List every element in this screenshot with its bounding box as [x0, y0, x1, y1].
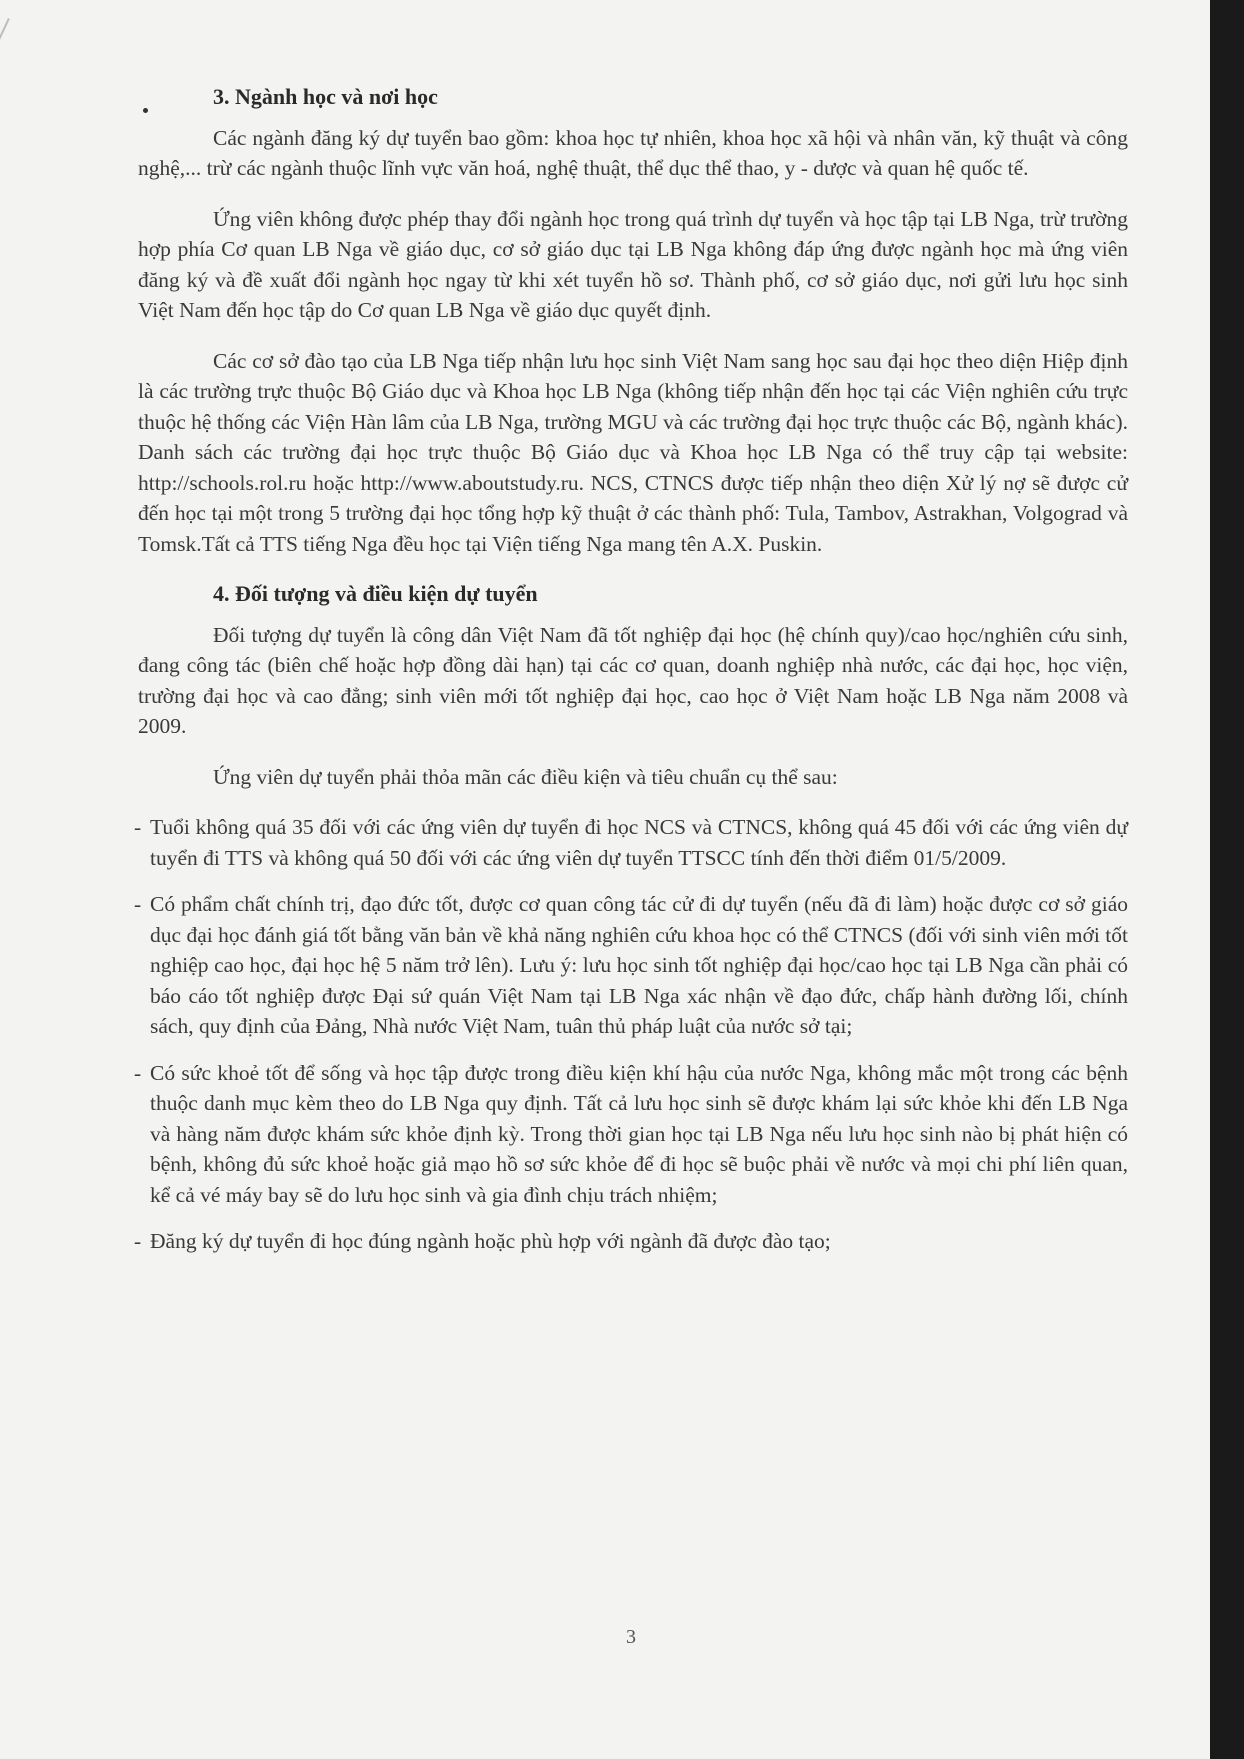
list-dash: -	[134, 1060, 142, 1085]
section-4-paragraph-1: Đối tượng dự tuyển là công dân Việt Nam đã tốt nghiệp đại học (hệ chính quy)/cao học/nghiên cứu sinh, đang công tác (biên chế hoặc hợp đồng dài hạn) tại các cơ quan, doanh nghiệp nhà nước, các đại học, học viện, trường đại học và cao đẳng; sinh viên mới tốt nghiệp đại học, cao học ở Việt Nam hoặc LB Nga năm 2008 và 2009.	[138, 622, 1128, 738]
page-number: 3	[626, 1626, 636, 1648]
conditions-list	[134, 812, 1128, 1257]
section-4-paragraph-2: Ứng viên dự tuyển phải thỏa mãn các điều kiện và tiêu chuẩn cụ thể sau:	[213, 764, 838, 789]
list-item-text: Có sức khoẻ tốt để sống và học tập được trong điều kiện khí hậu của nước Nga, không mắc một trong các bệnh thuộc danh mục kèm theo do LB Nga quy định. Tất cả lưu học sinh sẽ được khám lại sức khỏe khi đến LB Nga và hàng năm được khám sức khỏe định kỳ. Trong thời gian học tại LB Nga nếu lưu học sinh nào bị phát hiện có bệnh, không đủ sức khoẻ hoặc giả mạo hồ sơ sức khỏe để đi học sẽ buộc phải về nước và mọi chi phí liên quan, kể cả vé máy bay sẽ do lưu học sinh và gia đình chịu trách nhiệm;	[150, 1060, 1128, 1207]
document-body	[134, 82, 1128, 1273]
list-item	[134, 1226, 1128, 1257]
list-item-text: Có phẩm chất chính trị, đạo đức tốt, được cơ quan công tác cử đi dự tuyển (nếu đã đi làm) hoặc được cơ sở giáo dục đại học đánh giá tốt bằng văn bản về khả năng nghiên cứu khoa học có thể CTNCS (đối với sinh viên mới tốt nghiệp cao học, đại học hệ 5 năm trở lên). Lưu ý: lưu học sinh tốt nghiệp đại học/cao học tại LB Nga cần phải có báo cáo tốt nghiệp được Đại sứ quán Việt Nam tại LB Nga xác nhận về đạo đức, chấp hành đường lối, chính sách, quy định của Đảng, Nhà nước Việt Nam, tuân thủ pháp luật của nước sở tại;	[150, 892, 1128, 1038]
list-dash: -	[134, 815, 142, 839]
section-3-paragraph-3: Các cơ sở đào tạo của LB Nga tiếp nhận lưu học sinh Việt Nam sang học sau đại học theo diện Hiệp định là các trường trực thuộc Bộ Giáo dục và Khoa học LB Nga (không tiếp nhận đến học tại các Viện nghiên cứu trực thuộc hệ thống các Viện Hàn lâm của LB Nga, trường MGU và các trường đại học trực thuộc các Bộ, ngành khác). Danh sách các trường đại học trực thuộc Bộ Giáo dục và Khoa học LB Nga có thể truy cập tại website: http://schools.rol.ru hoặc http://www.aboutstudy.ru. NCS, CTNCS được tiếp nhận theo diện Xử lý nợ sẽ được cử đến học tại một trong 5 trường đại học tổng hợp kỹ thuật ở các thành phố: Tula, Tambov, Astrakhan, Volgograd và Tomsk.Tất cả TTS tiếng Nga đều học tại Viện tiếng Nga mang tên A.X. Puskin.	[138, 348, 1128, 556]
list-item	[134, 889, 1128, 1042]
list-item	[134, 1058, 1128, 1211]
section-4-heading: 4. Đối tượng và điều kiện dự tuyển	[213, 581, 538, 606]
list-item	[134, 812, 1128, 873]
section-3-heading: 3. Ngành học và nơi học	[213, 84, 438, 109]
list-dash: -	[134, 892, 142, 916]
list-item-text: Đăng ký dự tuyển đi học đúng ngành hoặc phù hợp với ngành đã được đào tạo;	[150, 1229, 831, 1253]
section-3-paragraph-1: Các ngành đăng ký dự tuyển bao gồm: khoa học tự nhiên, khoa học xã hội và nhân văn, kỹ thuật và công nghệ,... trừ các ngành thuộc lĩnh vực văn hoá, nghệ thuật, thể dục thể thao, y - dược và quan hệ quốc tế.	[138, 125, 1128, 180]
paper-crease	[0, 18, 10, 119]
scan-edge	[1210, 0, 1244, 1759]
section-3-paragraph-2: Ứng viên không được phép thay đổi ngành học trong quá trình dự tuyển và học tập tại LB Nga, trừ trường hợp phía Cơ quan LB Nga về giáo dục, cơ sở giáo dục tại LB Nga không đáp ứng được ngành học mà ứng viên đăng ký và đề xuất đổi ngành học ngay từ khi xét tuyển hồ sơ. Thành phố, cơ sở giáo dục, nơi gửi lưu học sinh Việt Nam đến học tập do Cơ quan LB Nga về giáo dục quyết định.	[138, 206, 1128, 322]
list-item-text: Tuổi không quá 35 đối với các ứng viên dự tuyển đi học NCS và CTNCS, không quá 45 đối với các ứng viên dự tuyển đi TTS và không quá 50 đối với các ứng viên dự tuyển TTSCC tính đến thời điểm 01/5/2009.	[150, 815, 1128, 870]
list-dash: -	[134, 1229, 142, 1253]
